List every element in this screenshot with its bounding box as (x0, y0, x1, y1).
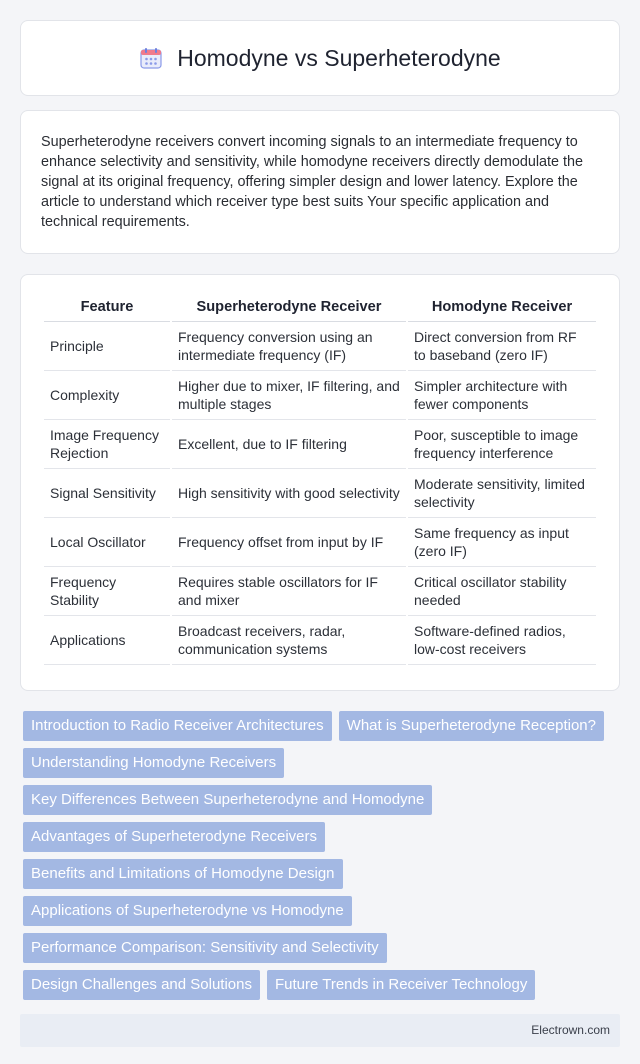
table-row (44, 616, 596, 665)
topic-tag-link[interactable]: Benefits and Limitations of Homodyne Design (23, 859, 343, 889)
cell-feature: Signal Sensitivity (44, 469, 170, 518)
cell-homodyne: Software-defined radios, low-cost receivers (408, 616, 596, 665)
table-row (44, 469, 596, 518)
cell-homodyne: Critical oscillator stability needed (408, 567, 596, 616)
cell-homodyne: Moderate sensitivity, limited selectivity (408, 469, 596, 518)
cell-feature: Local Oscillator (44, 518, 170, 567)
title-wrap (139, 45, 500, 72)
comparison-table (42, 297, 598, 665)
table-row (44, 518, 596, 567)
table-row (44, 420, 596, 469)
page-header (20, 20, 620, 96)
cell-homodyne: Direct conversion from RF to baseband (zero IF) (408, 322, 596, 371)
topic-tag-link[interactable]: Advantages of Superheterodyne Receivers (23, 822, 325, 852)
intro-text: Superheterodyne receivers convert incoming signals to an intermediate frequency to enhance selectivity and sensitivity, while homodyne receivers directly demodulate the signal at its original frequency, offering simpler design and lower latency. Explore the article to understand which receiver type best suits Your specific application and technical requirements. (41, 134, 584, 230)
intro-card (20, 110, 620, 254)
footer-brand: Electrown.com (531, 1023, 610, 1037)
table-header-row (44, 297, 596, 322)
cell-superheterodyne: Frequency offset from input by IF (172, 518, 406, 567)
page-title: Homodyne vs Superheterodyne (177, 44, 501, 71)
comparison-table-card (20, 274, 620, 691)
cell-homodyne: Poor, susceptible to image frequency interference (408, 420, 596, 469)
footer (20, 1014, 620, 1047)
topic-tag-link[interactable]: Introduction to Radio Receiver Architectures (23, 711, 332, 741)
topic-tag-link[interactable]: Design Challenges and Solutions (23, 970, 260, 1000)
table-body (44, 322, 596, 665)
topic-tag-link[interactable]: Understanding Homodyne Receivers (23, 748, 284, 778)
cell-superheterodyne: Requires stable oscillators for IF and mixer (172, 567, 406, 616)
topic-tag-link[interactable]: Key Differences Between Superheterodyne and Homodyne (23, 785, 432, 815)
cell-superheterodyne: Higher due to mixer, IF filtering, and multiple stages (172, 371, 406, 420)
table-row (44, 371, 596, 420)
cell-feature: Applications (44, 616, 170, 665)
table-row (44, 322, 596, 371)
cell-homodyne: Simpler architecture with fewer components (408, 371, 596, 420)
cell-feature: Frequency Stability (44, 567, 170, 616)
column-header-feature: Feature (44, 297, 170, 322)
cell-feature: Image Frequency Rejection (44, 420, 170, 469)
table-row (44, 567, 596, 616)
topic-tag-link[interactable]: What is Superheterodyne Reception? (339, 711, 604, 741)
cell-superheterodyne: Excellent, due to IF filtering (172, 420, 406, 469)
column-header-superheterodyne: Superheterodyne Receiver (172, 297, 406, 322)
cell-superheterodyne: High sensitivity with good selectivity (172, 469, 406, 518)
related-topics (20, 711, 620, 1000)
cell-superheterodyne: Frequency conversion using an intermediate frequency (IF) (172, 322, 406, 371)
cell-homodyne: Same frequency as input (zero IF) (408, 518, 596, 567)
column-header-homodyne: Homodyne Receiver (408, 297, 596, 322)
cell-feature: Complexity (44, 371, 170, 420)
topic-tag-link[interactable]: Future Trends in Receiver Technology (267, 970, 535, 1000)
topic-tag-link[interactable]: Performance Comparison: Sensitivity and Selectivity (23, 933, 387, 963)
cell-superheterodyne: Broadcast receivers, radar, communication systems (172, 616, 406, 665)
topic-tag-link[interactable]: Applications of Superheterodyne vs Homodyne (23, 896, 352, 926)
cell-feature: Principle (44, 322, 170, 371)
calendar-icon (139, 46, 163, 70)
